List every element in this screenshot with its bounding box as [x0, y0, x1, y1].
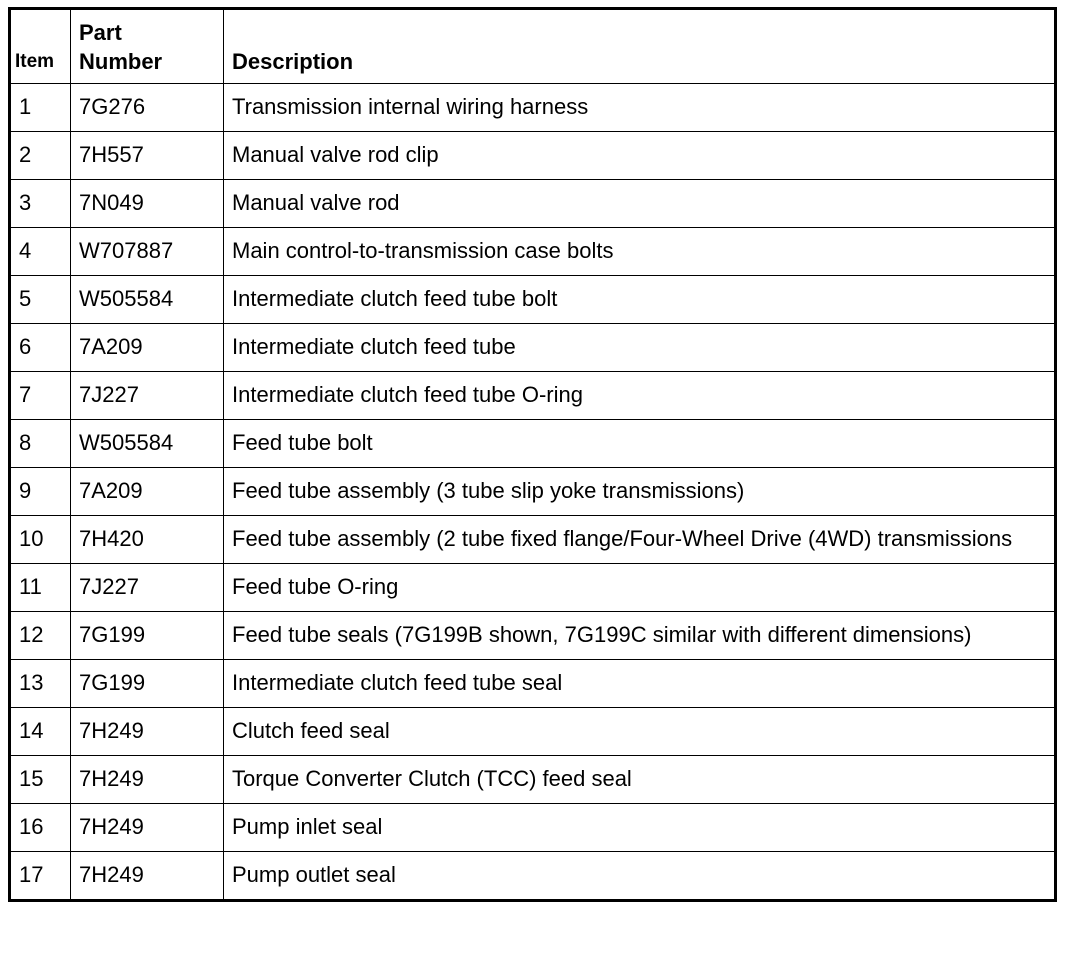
- cell-item: 4: [10, 228, 71, 276]
- table-row: [10, 660, 1056, 708]
- cell-part-number: 7H249: [71, 804, 224, 852]
- cell-item: 8: [10, 420, 71, 468]
- cell-item: 7: [10, 372, 71, 420]
- cell-item: 14: [10, 708, 71, 756]
- header-part-number-line1: Part: [79, 20, 122, 45]
- parts-table: [8, 7, 1057, 902]
- cell-part-number: 7H249: [71, 708, 224, 756]
- cell-item: 3: [10, 180, 71, 228]
- table-row: [10, 468, 1056, 516]
- cell-item: 17: [10, 852, 71, 901]
- header-part-number-line2: Number: [79, 49, 163, 74]
- cell-description: Clutch feed seal: [224, 708, 1056, 756]
- cell-item: 6: [10, 324, 71, 372]
- header-part-number: [71, 9, 224, 84]
- cell-item: 13: [10, 660, 71, 708]
- cell-item: 11: [10, 564, 71, 612]
- cell-description: Intermediate clutch feed tube bolt: [224, 276, 1056, 324]
- cell-description: Manual valve rod clip: [224, 132, 1056, 180]
- cell-item: 15: [10, 756, 71, 804]
- cell-description: Intermediate clutch feed tube: [224, 324, 1056, 372]
- cell-item: 9: [10, 468, 71, 516]
- table-row: [10, 420, 1056, 468]
- table-row: [10, 276, 1056, 324]
- table-row: [10, 708, 1056, 756]
- cell-description: Main control-to-transmission case bolts: [224, 228, 1056, 276]
- table-row: [10, 372, 1056, 420]
- table-row: [10, 180, 1056, 228]
- cell-item: 1: [10, 84, 71, 132]
- cell-description: Feed tube O-ring: [224, 564, 1056, 612]
- cell-description: Pump outlet seal: [224, 852, 1056, 901]
- cell-item: 5: [10, 276, 71, 324]
- cell-part-number: 7J227: [71, 564, 224, 612]
- cell-description: Feed tube assembly (3 tube slip yoke transmissions): [224, 468, 1056, 516]
- cell-description: Intermediate clutch feed tube O-ring: [224, 372, 1056, 420]
- cell-description: Feed tube bolt: [224, 420, 1056, 468]
- cell-item: 10: [10, 516, 71, 564]
- table-row: [10, 84, 1056, 132]
- cell-description: Pump inlet seal: [224, 804, 1056, 852]
- cell-description: Feed tube assembly (2 tube fixed flange/Four-Wheel Drive (4WD) transmissions: [224, 516, 1056, 564]
- cell-part-number: 7G276: [71, 84, 224, 132]
- cell-part-number: W505584: [71, 276, 224, 324]
- cell-part-number: W707887: [71, 228, 224, 276]
- table-body: [10, 84, 1056, 901]
- cell-part-number: 7H420: [71, 516, 224, 564]
- cell-item: 16: [10, 804, 71, 852]
- cell-description: Transmission internal wiring harness: [224, 84, 1056, 132]
- cell-description: Manual valve rod: [224, 180, 1056, 228]
- cell-part-number: 7G199: [71, 612, 224, 660]
- table-row: [10, 324, 1056, 372]
- cell-description: Torque Converter Clutch (TCC) feed seal: [224, 756, 1056, 804]
- table-row: [10, 852, 1056, 901]
- cell-description: Intermediate clutch feed tube seal: [224, 660, 1056, 708]
- table-row: [10, 612, 1056, 660]
- cell-part-number: 7J227: [71, 372, 224, 420]
- cell-description: Feed tube seals (7G199B shown, 7G199C similar with different dimensions): [224, 612, 1056, 660]
- table-row: [10, 132, 1056, 180]
- cell-part-number: 7G199: [71, 660, 224, 708]
- table-row: [10, 804, 1056, 852]
- table-header-row: [10, 9, 1056, 84]
- header-item: Item: [10, 9, 71, 84]
- cell-part-number: 7A209: [71, 468, 224, 516]
- cell-part-number: 7H249: [71, 756, 224, 804]
- header-description: Description: [224, 9, 1056, 84]
- cell-part-number: 7N049: [71, 180, 224, 228]
- table-row: [10, 516, 1056, 564]
- cell-part-number: W505584: [71, 420, 224, 468]
- table-row: [10, 228, 1056, 276]
- cell-part-number: 7H249: [71, 852, 224, 901]
- table-row: [10, 756, 1056, 804]
- cell-item: 12: [10, 612, 71, 660]
- cell-item: 2: [10, 132, 71, 180]
- cell-part-number: 7H557: [71, 132, 224, 180]
- table-row: [10, 564, 1056, 612]
- cell-part-number: 7A209: [71, 324, 224, 372]
